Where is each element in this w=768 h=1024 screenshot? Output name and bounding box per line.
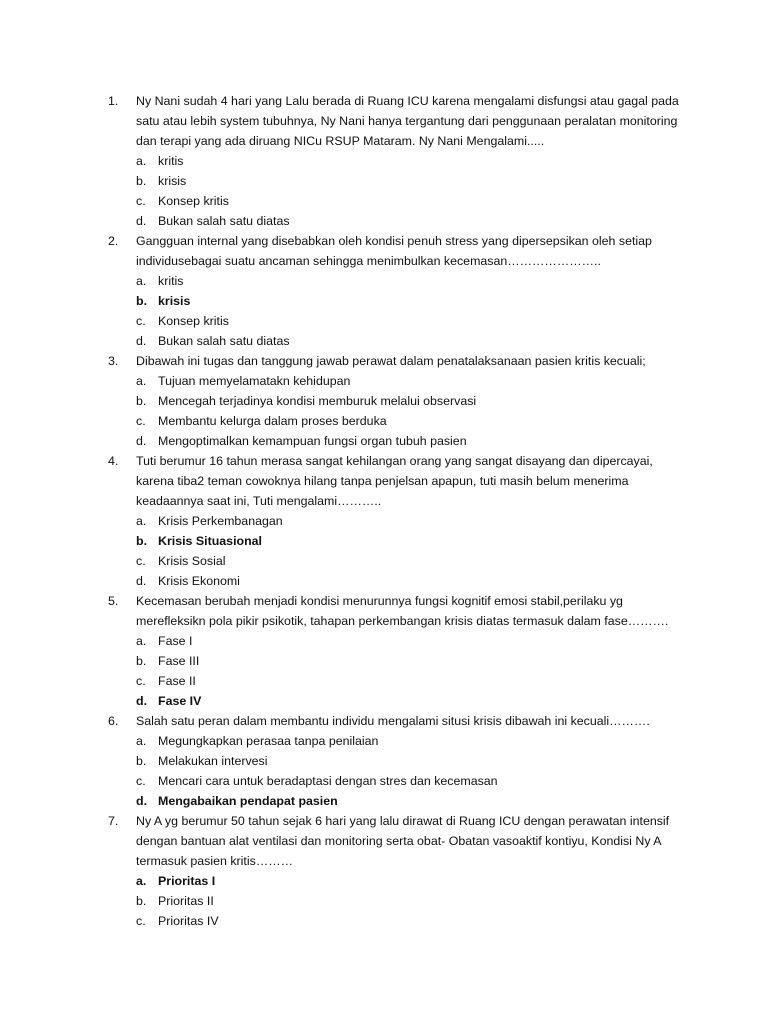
option-item	[136, 891, 688, 911]
option-item	[136, 571, 688, 591]
question-number: 1.	[108, 94, 119, 108]
option-letter: b.	[136, 754, 147, 768]
option-list	[136, 871, 688, 931]
option-letter: d.	[136, 694, 148, 708]
option-letter: b.	[136, 654, 147, 668]
option-letter: b.	[136, 174, 147, 188]
option-item	[136, 791, 688, 811]
question-text: Ny Nani sudah 4 hari yang Lalu berada di Ruang ICU karena mengalami disfungsi atau gagal pada satu atau lebih system tubuhnya, Ny Nani hanya tergantung dari penggunaan peralatan monitoring dan terapi yang ada diruang NICu RSUP Mataram. Ny Nani Mengalami.....	[136, 94, 679, 148]
option-letter: a.	[136, 634, 147, 648]
option-item	[136, 771, 688, 791]
option-text: Bukan salah satu diatas	[158, 334, 290, 348]
option-list	[136, 371, 688, 451]
option-letter: d.	[136, 434, 147, 448]
option-item	[136, 391, 688, 411]
option-item	[136, 331, 688, 351]
option-text: Megungkapkan perasaa tanpa penilaian	[158, 734, 379, 748]
option-list	[136, 151, 688, 231]
option-letter: d.	[136, 214, 147, 228]
option-text: Membantu kelurga dalam proses berduka	[158, 414, 387, 428]
option-item	[136, 431, 688, 451]
question-item	[108, 591, 688, 711]
question-number: 6.	[108, 714, 119, 728]
option-item	[136, 411, 688, 431]
question-item	[108, 231, 688, 351]
option-text: Mengoptimalkan kemampuan fungsi organ tubuh pasien	[158, 434, 467, 448]
option-letter: c.	[136, 414, 146, 428]
option-list	[136, 511, 688, 591]
option-text: Fase IV	[158, 694, 202, 708]
option-letter: b.	[136, 894, 147, 908]
option-item	[136, 671, 688, 691]
option-letter: b.	[136, 294, 148, 308]
question-item	[108, 351, 688, 451]
option-text: Krisis Sosial	[158, 554, 226, 568]
option-item	[136, 151, 688, 171]
option-text: Prioritas IV	[158, 914, 219, 928]
question-text: Tuti berumur 16 tahun merasa sangat kehilangan orang yang sangat disayang dan dipercayai, karena tiba2 teman cowoknya hilang tanpa penjelsan apapun, tuti masih belum menerima keadaannya saat ini, Tuti mengalami………..	[136, 454, 653, 508]
question-number: 5.	[108, 594, 119, 608]
option-text: Fase II	[158, 674, 196, 688]
option-item	[136, 191, 688, 211]
option-text: Bukan salah satu diatas	[158, 214, 290, 228]
question-item	[108, 91, 688, 231]
option-item	[136, 271, 688, 291]
option-text: Konsep kritis	[158, 194, 229, 208]
option-list	[136, 271, 688, 351]
option-text: kritis	[158, 154, 184, 168]
option-letter: d.	[136, 574, 147, 588]
option-text: Melakukan intervesi	[158, 754, 268, 768]
question-item	[108, 451, 688, 591]
option-letter: a.	[136, 514, 147, 528]
option-text: Tujuan memyelamatakn kehidupan	[158, 374, 351, 388]
option-letter: c.	[136, 194, 146, 208]
option-letter: c.	[136, 314, 146, 328]
option-list	[136, 631, 688, 711]
option-item	[136, 691, 688, 711]
option-text: Konsep kritis	[158, 314, 229, 328]
question-number: 7.	[108, 814, 119, 828]
option-letter: b.	[136, 394, 147, 408]
question-number: 3.	[108, 354, 119, 368]
option-text: Fase III	[158, 654, 200, 668]
option-item	[136, 631, 688, 651]
option-letter: c.	[136, 674, 146, 688]
option-text: Krisis Perkembanagan	[158, 514, 283, 528]
option-item	[136, 171, 688, 191]
option-letter: d.	[136, 794, 148, 808]
option-text: Mencari cara untuk beradaptasi dengan stres dan kecemasan	[158, 774, 498, 788]
option-item	[136, 871, 688, 891]
option-letter: c.	[136, 774, 146, 788]
option-text: krisis	[158, 174, 187, 188]
question-item	[108, 811, 688, 931]
option-text: kritis	[158, 274, 184, 288]
question-item	[108, 711, 688, 811]
option-item	[136, 651, 688, 671]
question-text: Salah satu peran dalam membantu individu mengalami situsi krisis dibawah ini kecuali……….	[136, 714, 650, 728]
option-letter: a.	[136, 154, 147, 168]
option-letter: d.	[136, 334, 147, 348]
option-text: Krisis Ekonomi	[158, 574, 240, 588]
option-letter: a.	[136, 374, 147, 388]
option-item	[136, 751, 688, 771]
option-text: Prioritas II	[158, 894, 214, 908]
option-item	[136, 211, 688, 231]
option-letter: b.	[136, 534, 148, 548]
question-text: Gangguan internal yang disebabkan oleh kondisi penuh stress yang dipersepsikan oleh setiap individusebagai suatu ancaman sehingga menimbulkan kecemasan…………………..	[136, 234, 652, 268]
option-text: Prioritas I	[158, 874, 216, 888]
option-item	[136, 511, 688, 531]
question-text: Kecemasan berubah menjadi kondisi menurunnya fungsi kognitif emosi stabil,perilaku yg merefleksikn pola pikir psikotik, tahapan perkembangan krisis diatas termasuk dalam fase……….	[136, 594, 669, 628]
option-item	[136, 291, 688, 311]
option-letter: a.	[136, 734, 147, 748]
option-item	[136, 911, 688, 931]
option-text: krisis	[158, 294, 191, 308]
option-item	[136, 731, 688, 751]
option-letter: a.	[136, 874, 147, 888]
option-text: Mengabaikan pendapat pasien	[158, 794, 338, 808]
option-text: Fase I	[158, 634, 193, 648]
option-item	[136, 551, 688, 571]
question-text: Ny A yg berumur 50 tahun sejak 6 hari yang lalu dirawat di Ruang ICU dengan perawatan intensif dengan bantuan alat ventilasi dan monitoring serta obat- Obatan vasoaktif kontiyu, Kondisi Ny A termasuk pasien kritis………	[136, 814, 670, 868]
option-letter: c.	[136, 914, 146, 928]
option-text: Mencegah terjadinya kondisi memburuk melalui observasi	[158, 394, 477, 408]
option-item	[136, 311, 688, 331]
question-text: Dibawah ini tugas dan tanggung jawab perawat dalam penatalaksanaan pasien kritis kecuali;	[136, 354, 646, 368]
question-number: 4.	[108, 454, 119, 468]
question-number: 2.	[108, 234, 119, 248]
option-letter: a.	[136, 274, 147, 288]
option-item	[136, 531, 688, 551]
question-list	[108, 91, 688, 931]
option-list	[136, 731, 688, 811]
option-letter: c.	[136, 554, 146, 568]
option-text: Krisis Situasional	[158, 534, 262, 548]
option-item	[136, 371, 688, 391]
